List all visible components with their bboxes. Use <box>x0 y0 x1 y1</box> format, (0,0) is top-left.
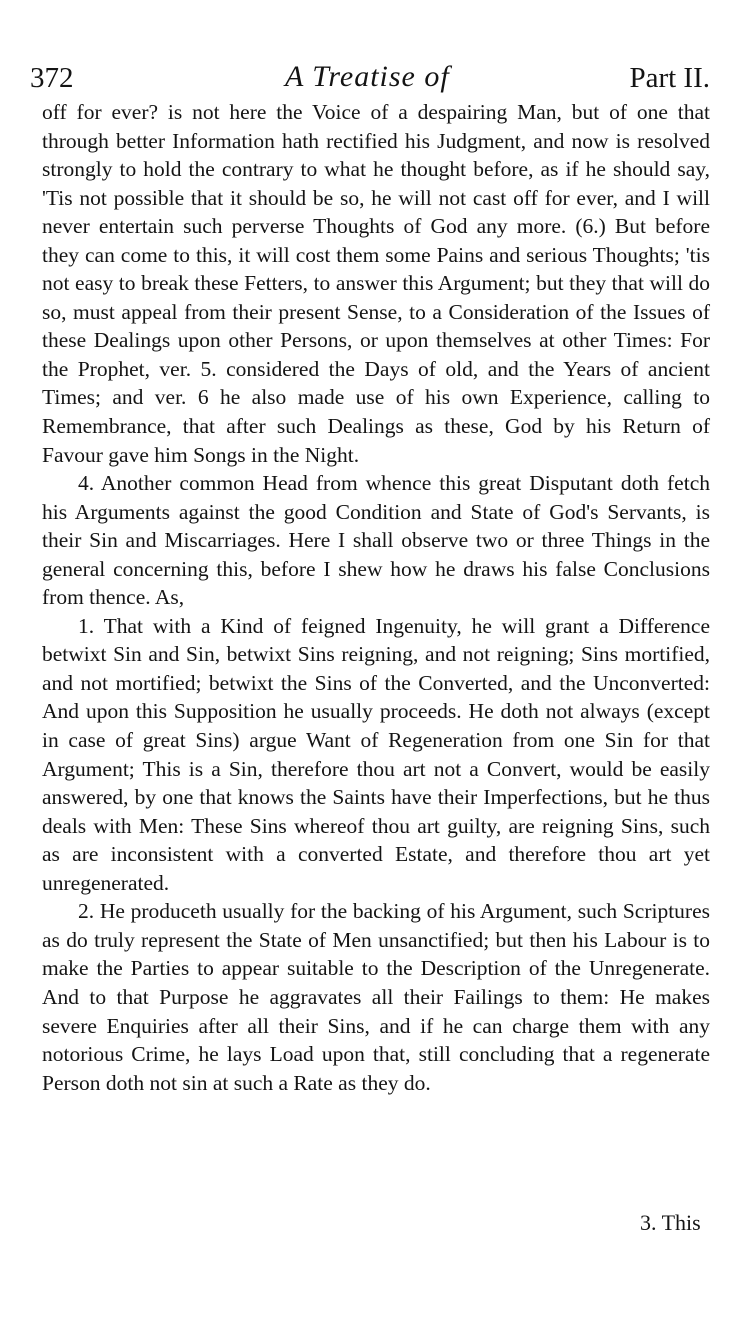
paragraph-continuation: off for ever? is not here the Voice of a despairing Man, but of one that through better Information hath rectified his Judgment, and now is resolved strongly to hold the contrary to what he thought before, as if he should say, 'Tis not possible that it should be so, he will not cast off for ever, and I will never entertain such perverse Thoughts of God any more. (6.) But before they can come to this, it will cost them some Pains and serious Thoughts; 'tis not easy to break these Fetters, to answer this Argument; but they that will do so, must appeal from their present Sense, to a Consideration of the Issues of these Dealings upon other Persons, or upon themselves at other Times: For the Prophet, ver. 5. considered the Days of old, and the Years of ancient Times; and ver. 6 he also made use of his own Experience, calling to Remembrance, that after such Dealings as these, God by his Return of Favour gave him Songs in the Night. <box>42 100 710 467</box>
part-label: Part II. <box>629 62 710 94</box>
body-text <box>42 98 710 1097</box>
paragraph-point-4: 4. Another common Head from whence this great Disputant doth fetch his Arguments against the good Condition and State of God's Servants, is their Sin and Miscarriages. Here I shall observe two or three Things in the general concerning this, before I shew how he draws his false Conclusions from thence. As, <box>42 471 710 610</box>
running-title: A Treatise of <box>285 60 450 93</box>
paragraph-point-2: 2. He produceth usually for the backing of his Argument, such Scriptures as do truly represent the State of Men unsanctified; but then his Labour is to make the Parties to appear suitable to the Description of the Unregenerate. And to that Purpose he aggravates all their Failings to them: He makes severe Enquiries after all their Sins, and if he can charge them with any notorious Crime, he lays Load upon that, still concluding that a regenerate Person doth not sin at such a Rate as they do. <box>42 899 710 1095</box>
running-header <box>30 58 710 102</box>
paragraph-point-1: 1. That with a Kind of feigned Ingenuity, he will grant a Difference betwixt Sin and Sin, betwixt Sins reigning, and not reigning; Sins mortified, and not mortified; betwixt the Sins of the Converted, and the Unconverted: And upon this Supposition he usually proceeds. He doth not always (except in case of great Sins) argue Want of Regeneration from one Sin for that Argument; This is a Sin, therefore thou art not a Convert, would be easily answered, by one that knows the Saints have their Imperfections, but he thus deals with Men: These Sins whereof thou art guilty, are reigning Sins, such as are inconsistent with a converted Estate, and therefore thou art yet unregenerated. <box>42 613 710 895</box>
catchword: 3. This <box>640 1210 701 1235</box>
page-number: 372 <box>30 62 74 94</box>
